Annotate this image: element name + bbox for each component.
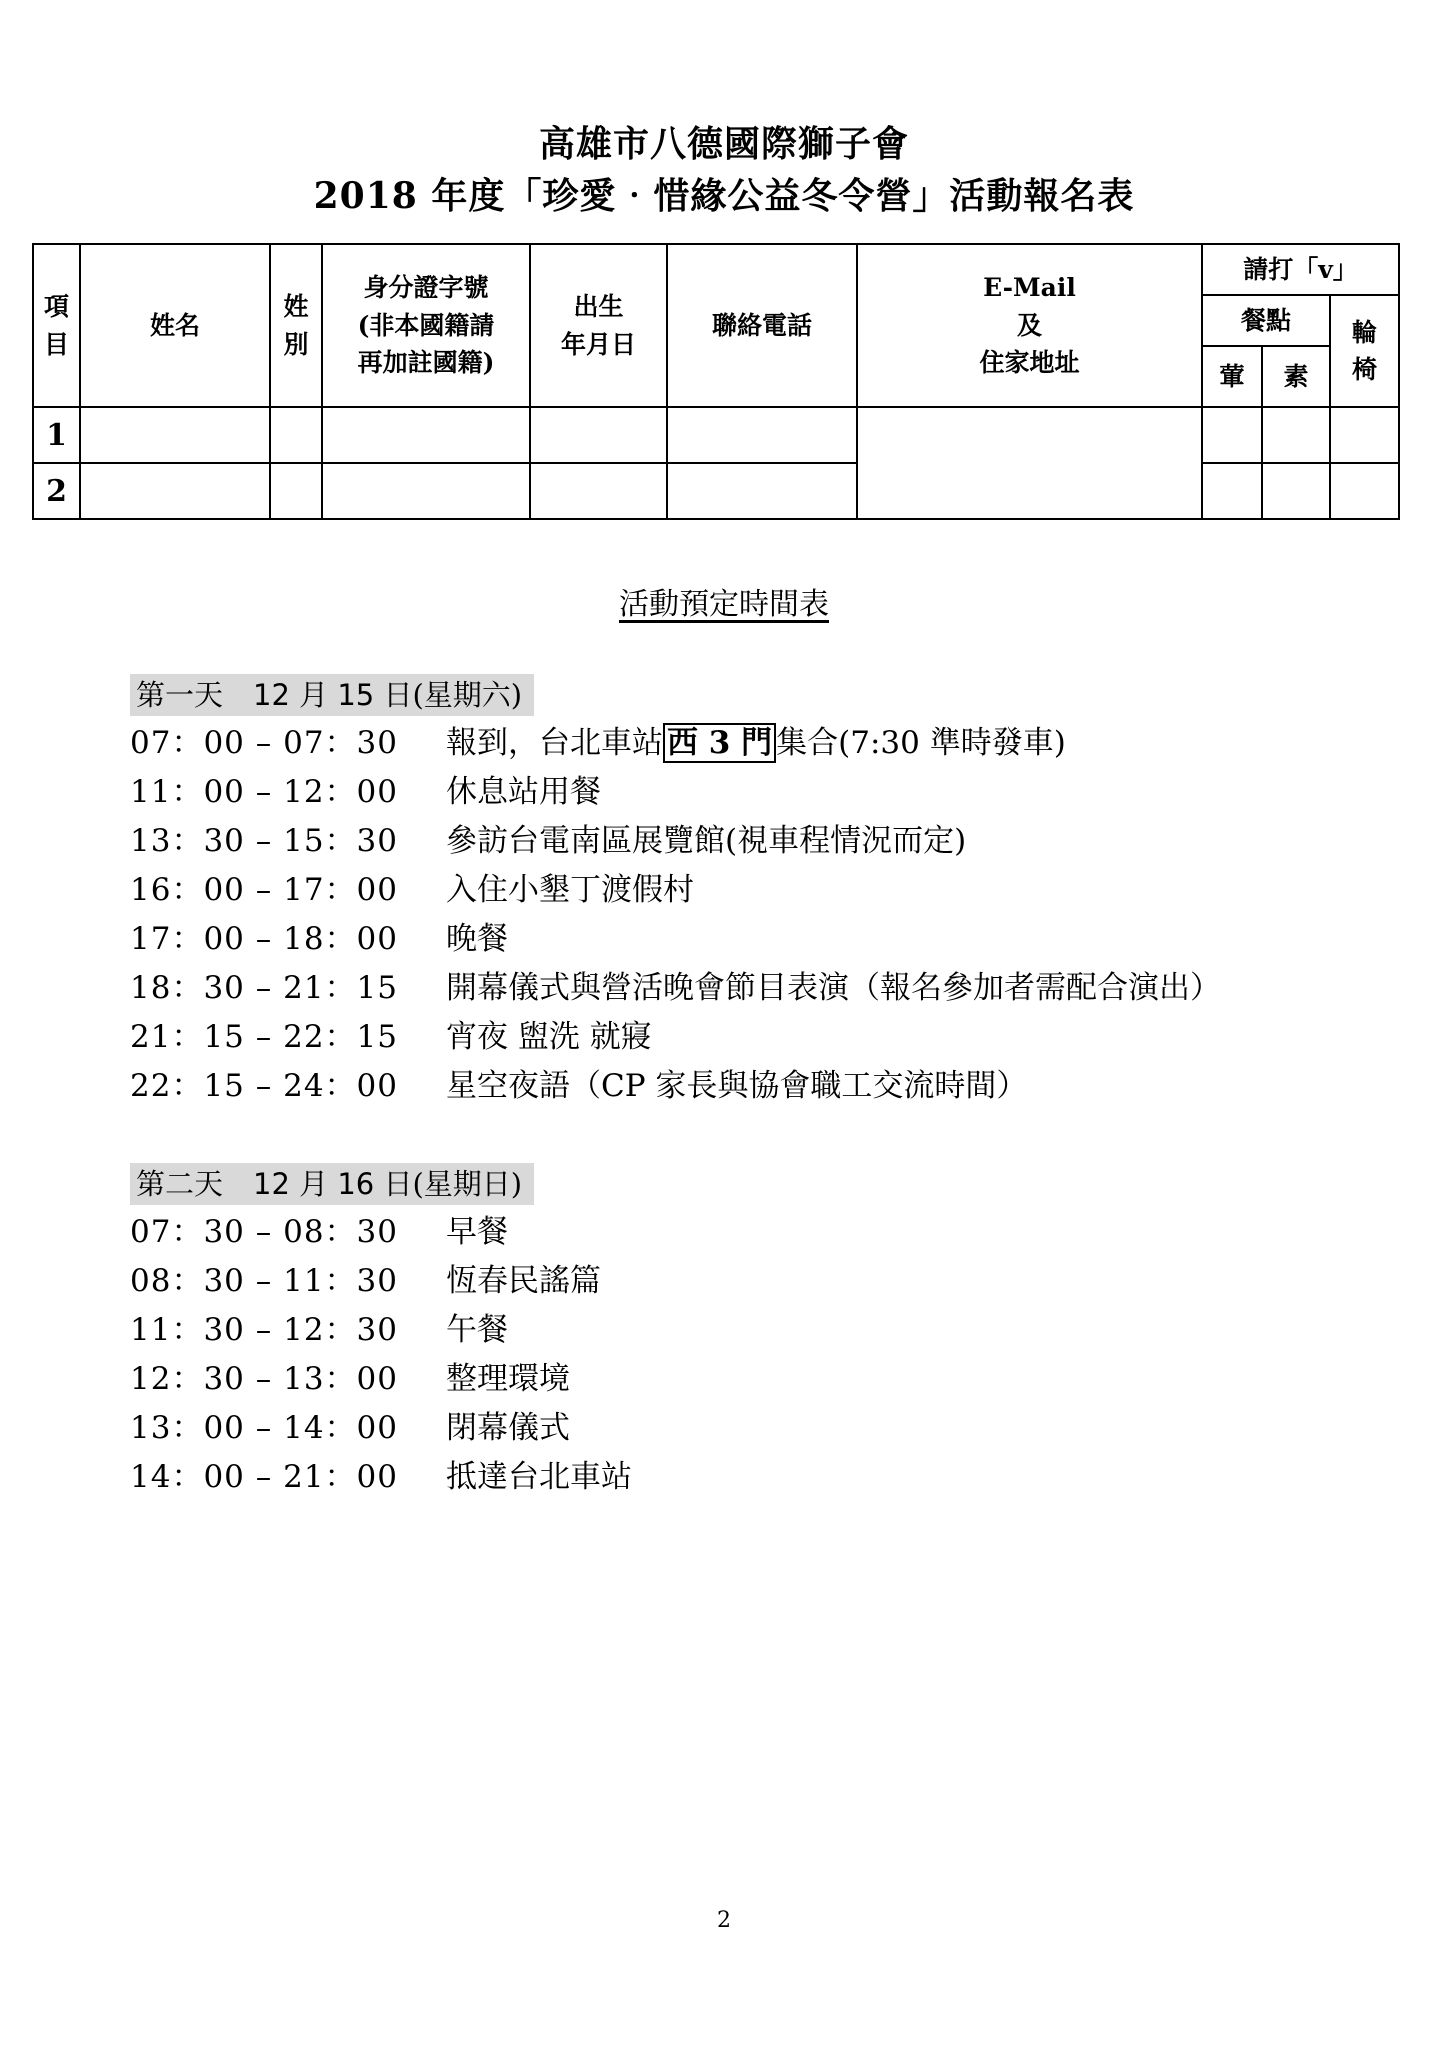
row-number: 2 (33, 463, 80, 519)
header-item: 項 目 (33, 244, 80, 407)
id-cell[interactable] (322, 463, 530, 519)
veg-cell[interactable] (1262, 407, 1330, 463)
header-phone: 聯絡電話 (667, 244, 857, 407)
schedule-row: 12：30 – 13：00 整理環境 (130, 1361, 570, 1397)
meat-cell[interactable] (1202, 407, 1262, 463)
schedule-title: 活動預定時間表 (619, 587, 829, 622)
gender-cell[interactable] (270, 407, 322, 463)
row-number: 1 (33, 407, 80, 463)
schedule-row: 13：30 – 15：30 參訪台電南區展覽館(視車程情況而定) (130, 823, 967, 859)
schedule-row: 13：00 – 14：00 閉幕儀式 (130, 1410, 570, 1446)
schedule-row: 16：00 – 17：00 入住小墾丁渡假村 (130, 872, 694, 908)
schedule-row: 18：30 – 21：15 開幕儀式與營活晚會節目表演（報名參加者需配合演出） (130, 970, 1221, 1006)
schedule-row: 07：30 – 08：30 早餐 (130, 1214, 508, 1250)
wheelchair-cell[interactable] (1330, 407, 1399, 463)
email-address-cell[interactable] (857, 407, 1202, 519)
meat-cell[interactable] (1202, 463, 1262, 519)
day-one-header: 第一天 12 月 15 日(星期六) (130, 674, 534, 716)
schedule-row: 21：15 – 22：15 宵夜 盥洗 就寢 (130, 1019, 652, 1055)
schedule-row: 07：00 – 07：30 報到，台北車站 西 3 門 集合(7:30 準時發車) (130, 725, 1066, 761)
birth-cell[interactable] (530, 463, 667, 519)
gate-label: 西 3 門 (663, 723, 776, 763)
name-cell[interactable] (80, 463, 270, 519)
birth-cell[interactable] (530, 407, 667, 463)
phone-cell[interactable] (667, 407, 857, 463)
header-name: 姓名 (80, 244, 270, 407)
schedule-row: 17：00 – 18：00 晚餐 (130, 921, 508, 957)
header-wheelchair: 輪 椅 (1330, 295, 1399, 407)
schedule-row: 14：00 – 21：00 抵達台北車站 (130, 1459, 632, 1495)
gender-cell[interactable] (270, 463, 322, 519)
name-cell[interactable] (80, 407, 270, 463)
registration-table (32, 243, 1400, 520)
veg-cell[interactable] (1262, 463, 1330, 519)
day-two-header: 第二天 12 月 16 日(星期日) (130, 1163, 534, 1205)
header-email-address: E-Mail 及 住家地址 (857, 244, 1202, 407)
form-title: 2018 年度「珍愛‧惜緣公益冬令營」活動報名表 (313, 175, 1135, 217)
id-cell[interactable] (322, 407, 530, 463)
schedule-row: 11：00 – 12：00 休息站用餐 (130, 774, 601, 810)
header-id-number: 身分證字號 (非本國籍請 再加註國籍) (322, 244, 530, 407)
header-birthdate: 出生 年月日 (530, 244, 667, 407)
schedule-row: 11：30 – 12：30 午餐 (130, 1312, 508, 1348)
schedule-row: 08：30 – 11：30 恆春民謠篇 (130, 1263, 601, 1299)
header-meat: 葷 (1202, 346, 1262, 407)
header-vegetarian: 素 (1262, 346, 1330, 407)
phone-cell[interactable] (667, 463, 857, 519)
wheelchair-cell[interactable] (1330, 463, 1399, 519)
header-meal: 餐點 (1202, 295, 1330, 346)
header-gender: 姓 別 (270, 244, 322, 407)
schedule-row: 22：15 – 24：00 星空夜語（CP 家長與協會職工交流時間） (130, 1068, 1028, 1104)
header-check-v: 請打「v」 (1202, 244, 1399, 295)
organization-title: 高雄市八德國際獅子會 (538, 123, 909, 165)
page-number: 2 (717, 1908, 731, 1933)
